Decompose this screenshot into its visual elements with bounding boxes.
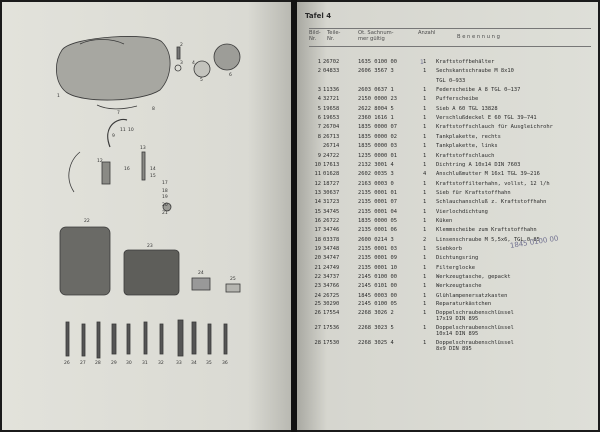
row-bild: 18	[314, 236, 321, 243]
header-teile: Teile- Nr.	[327, 30, 341, 42]
row-anzahl: 1	[423, 124, 427, 131]
row-anzahl: 1	[423, 292, 427, 299]
part-label: 17	[162, 181, 168, 186]
row-teile: 34746	[323, 227, 340, 234]
row-bild: 26	[314, 309, 321, 316]
part-label: 3	[180, 61, 183, 66]
row-benennung: 8x9 DIN 895	[436, 345, 472, 352]
row-anzahl: 1	[423, 143, 427, 150]
row-sachnummer: 2163 0003 0	[358, 180, 394, 187]
row-teile: 01628	[323, 171, 340, 178]
row-teile: 26722	[323, 217, 340, 224]
part-label: 32	[158, 361, 164, 366]
part-label: 6	[229, 73, 232, 78]
row-anzahl: 1	[423, 199, 427, 206]
row-anzahl: 1	[423, 255, 427, 262]
part-label: 36	[222, 361, 228, 366]
row-bild: 11	[314, 171, 321, 178]
row-benennung: Filterglocke	[436, 264, 475, 271]
row-sachnummer: 2135 0001 04	[358, 208, 397, 215]
header-anzahl: Anzahl	[418, 30, 436, 36]
bulb-box-drawing	[192, 278, 210, 290]
part-label: 26	[64, 361, 70, 366]
row-teile: 26713	[323, 133, 340, 140]
row-sachnummer: 1845 0003 00	[358, 292, 397, 299]
header-sachnummer: Ot. Sachnum- mer gültig	[358, 30, 394, 42]
row-teile: 24749	[323, 264, 340, 271]
row-bild: 4	[317, 96, 321, 103]
row-sachnummer: 2145 0101 00	[358, 283, 397, 290]
row-anzahl: 1	[423, 68, 427, 75]
row-anzahl: 1	[423, 246, 427, 252]
row-benennung: Reparaturkästchen	[436, 301, 492, 308]
part-label: 18	[162, 189, 168, 194]
row-sachnummer: 2135 0001 03	[358, 246, 397, 252]
row-bild: 27	[314, 324, 321, 331]
row-anzahl: 1	[423, 133, 427, 140]
row-bild: 22	[314, 274, 321, 281]
row-benennung: 10x14 DIN 895	[436, 330, 479, 337]
part-label: 8	[152, 107, 155, 112]
row-anzahl: 1	[423, 87, 427, 94]
row-anzahl: 1	[423, 217, 427, 224]
tank-cap-drawing	[214, 44, 240, 70]
row-anzahl: 1	[423, 152, 427, 159]
row-sachnummer: 1835 0000 02	[358, 133, 397, 140]
row-sachnummer: 2132 3001 4	[358, 161, 394, 168]
row-benennung: Dichtring A 10x14 DIN 7603	[436, 161, 521, 168]
handwritten-mark: 1	[420, 59, 424, 66]
header-rule-top	[309, 28, 591, 29]
part-label: 31	[142, 361, 148, 366]
row-bild: 25	[314, 301, 321, 308]
row-bild: 10	[314, 161, 321, 168]
bolt-drawing	[177, 47, 180, 59]
part-label: 24	[198, 271, 204, 276]
row-bild: 8	[317, 133, 321, 140]
row-teile: 34745	[323, 208, 340, 215]
part-label: 34	[191, 361, 197, 366]
row-teile: 26714	[323, 143, 340, 150]
fuel-tank-drawing	[56, 36, 170, 100]
row-bild: 15	[314, 208, 321, 215]
row-benennung: Tankplakette, rechts	[436, 133, 501, 140]
row-benennung: Kraftstoffschlauch für Ausgleichrohr	[436, 124, 553, 131]
row-anzahl: 1	[423, 283, 427, 290]
row-bild: 16	[314, 217, 321, 224]
part-label: 4	[192, 61, 195, 66]
fuel-tap-drawing	[102, 162, 110, 184]
row-teile: 30290	[323, 301, 340, 308]
row-sachnummer: 2135 0001 01	[358, 189, 397, 196]
row-teile: 34748	[323, 246, 340, 252]
row-bild: 5	[317, 105, 321, 112]
row-bild: 7	[317, 124, 321, 131]
row-anzahl: 1	[423, 301, 427, 308]
part-label: 7	[117, 111, 120, 116]
row-benennung: Dichtungsring	[436, 255, 479, 262]
row-anzahl: 1	[423, 96, 427, 103]
part-label: 27	[80, 361, 86, 366]
row-sachnummer: 2360 1616 1	[358, 115, 394, 122]
row-sachnummer: 2135 0001 07	[358, 199, 397, 206]
part-label: 14	[150, 167, 156, 172]
sieve-drawing	[194, 61, 210, 77]
row-teile: 30637	[323, 189, 340, 196]
row-benennung: Pufferscheibe	[436, 96, 479, 103]
part-label: 21	[162, 211, 168, 216]
part-label: 22	[84, 219, 90, 224]
part-label: 9	[112, 134, 115, 139]
row-sachnummer: 2602 0035 3	[358, 171, 394, 178]
row-anzahl: 1	[423, 115, 427, 122]
row-sachnummer: 2606 3567 3	[358, 68, 394, 75]
row-anzahl: 1	[423, 105, 427, 112]
part-label: 35	[206, 361, 212, 366]
row-teile: 17536	[323, 324, 340, 331]
row-benennung: Doppelschraubenschlüssel	[436, 324, 514, 331]
row-benennung: Siebkorb	[436, 246, 462, 252]
row-anzahl: 1	[423, 309, 427, 316]
row-sachnummer: 2600 0214 3	[358, 236, 394, 243]
row-benennung: Vierlochdichtung	[436, 208, 488, 215]
row-anzahl: 1	[423, 189, 427, 196]
row-teile: 04833	[323, 68, 340, 75]
row-anzahl: 1	[423, 227, 427, 234]
row-benennung: Federscheibe A 8 TGL 0–137	[436, 87, 521, 94]
row-benennung: Sechskantschraube M 8x10	[436, 68, 514, 75]
tap-lever-drawing	[142, 152, 145, 180]
row-bild: 17	[314, 227, 321, 234]
row-sachnummer: 2135 0001 06	[358, 227, 397, 234]
header-rule-bottom	[309, 46, 591, 47]
left-page-illustration	[2, 2, 291, 430]
row-sachnummer: 2150 0000 23	[358, 96, 397, 103]
row-teile: 26704	[323, 124, 340, 131]
row-sachnummer: 2268 3023 5	[358, 324, 394, 331]
row-bild: 2	[317, 68, 321, 75]
header-benennung: B e n e n n u n g	[457, 34, 500, 40]
row-bild: 12	[314, 180, 321, 187]
row-sachnummer: 1835 0000 07	[358, 124, 397, 131]
row-teile: 03378	[323, 236, 340, 243]
row-bild: 3	[317, 87, 321, 94]
row-benennung: Doppelschraubenschlüssel	[436, 339, 514, 346]
row-teile: 18727	[323, 180, 340, 187]
row-teile: 19653	[323, 115, 340, 122]
row-sachnummer: 2603 0637 1	[358, 87, 394, 94]
row-benennung: Linsenschraube M 5,5x6, TGL 0–85	[436, 236, 540, 243]
row-benennung: Kraftstoffilterhahn, vollst, 12 l/h	[436, 180, 550, 187]
row-sachnummer: 2268 3025 4	[358, 339, 394, 346]
row-anzahl: 2	[423, 236, 427, 243]
part-label: 1	[57, 94, 60, 99]
part-label: 23	[147, 244, 153, 249]
row-benennung: Sieb A 60 TGL 13828	[436, 105, 498, 112]
row-teile: 19658	[323, 105, 340, 112]
row-bild: 23	[314, 283, 321, 290]
row-benennung: Kraftstoffschlauch	[436, 152, 495, 159]
row-bild: 24	[314, 292, 321, 299]
part-label: 33	[176, 361, 182, 366]
row-anzahl: 4	[423, 171, 427, 178]
row-teile: 34766	[323, 283, 340, 290]
row-benennung: Werkzeugtasche	[436, 283, 482, 290]
tools-row-drawing	[66, 320, 227, 358]
row-anzahl: 1	[423, 324, 427, 331]
row-bild: 21	[314, 264, 321, 271]
row-benennung: Glühlampenersatzkasten	[436, 292, 508, 299]
plate-title: Tafel 4	[305, 12, 332, 20]
row-sachnummer: 1635 0100 00	[358, 59, 397, 65]
row-anzahl: 1	[423, 274, 427, 281]
row-teile: 31723	[323, 199, 340, 206]
row-sachnummer: 2135 0001 10	[358, 264, 397, 271]
hose-arc-drawing	[69, 152, 80, 192]
row-teile: 24722	[323, 152, 340, 159]
row-benennung: Schlauchanschluß z. Kraftstoffhahn	[436, 199, 547, 206]
right-page-parts-list	[297, 2, 598, 430]
row-benennung: Tankplakette, links	[436, 143, 498, 150]
exploded-parts-drawing	[2, 2, 291, 430]
row-anzahl: 1	[423, 339, 427, 346]
row-sachnummer: 2135 0001 09	[358, 255, 397, 262]
row-bild: 14	[314, 199, 321, 206]
row-benennung: Klemmscheibe zum Kraftstoffhahn	[436, 227, 537, 234]
row-anzahl: 1	[423, 208, 427, 215]
tool-bag-packed-drawing	[60, 227, 110, 295]
row-teile: 34747	[323, 255, 340, 262]
repair-box-drawing	[226, 284, 240, 292]
row-bild: 19	[314, 246, 321, 252]
row-bild: 6	[317, 115, 321, 122]
row-sachnummer: 1235 0000 01	[358, 152, 397, 159]
row-teile: 17554	[323, 309, 340, 316]
row-anzahl: 1	[423, 59, 427, 65]
row-sachnummer: 1835 0000 03	[358, 143, 397, 150]
row-benennung: Kraftstoffbehälter	[436, 59, 495, 65]
row-sachnummer: 2268 3026 2	[358, 309, 394, 316]
row-teile: 11336	[323, 87, 340, 94]
handwritten-note: 1845 0100 00	[509, 234, 560, 250]
part-label: 30	[126, 361, 132, 366]
part-label: 25	[230, 277, 236, 282]
row-benennung: Küken	[436, 217, 453, 224]
row-benennung: Verschlußdeckel E 60 TGL 39–741	[436, 115, 537, 122]
part-label: 16	[124, 167, 130, 172]
part-label: 11	[120, 128, 126, 133]
part-label: 15	[150, 174, 156, 179]
row-teile: 17613	[323, 161, 340, 168]
fuel-hose-drawing	[108, 119, 127, 147]
part-label: 20	[162, 203, 168, 208]
row-benennung: TGL 0–933	[436, 77, 466, 84]
row-teile: 26725	[323, 292, 340, 299]
part-label: 12	[97, 159, 103, 164]
row-teile: 34737	[323, 274, 340, 281]
row-bild: 28	[314, 339, 321, 346]
balance-hose-drawing	[97, 105, 137, 109]
part-label: 19	[162, 195, 168, 200]
header-bild: Bild- Nr.	[309, 30, 321, 42]
row-teile: 17530	[323, 339, 340, 346]
part-label: 13	[140, 146, 146, 151]
tool-bag-drawing	[124, 250, 179, 295]
row-teile: 32721	[323, 96, 340, 103]
row-anzahl: 1	[423, 264, 427, 271]
row-benennung: Doppelschraubenschlüssel	[436, 309, 514, 316]
part-label: 28	[95, 361, 101, 366]
row-bild: 13	[314, 189, 321, 196]
row-bild: 20	[314, 255, 321, 262]
row-sachnummer: 1835 0000 05	[358, 217, 397, 224]
row-benennung: 17x19 DIN 895	[436, 316, 479, 323]
row-benennung: Anschlußmutter M 16x1 TGL 39–216	[436, 171, 540, 178]
part-label: 29	[111, 361, 117, 366]
row-anzahl: 1	[423, 161, 427, 168]
row-sachnummer: 2145 0100 00	[358, 274, 397, 281]
row-sachnummer: 2622 8004 5	[358, 105, 394, 112]
row-benennung: Werkzeugtasche, gepackt	[436, 274, 511, 281]
row-sachnummer: 2145 0100 05	[358, 301, 397, 308]
row-teile: 26702	[323, 59, 340, 65]
row-anzahl: 1	[423, 180, 427, 187]
part-label: 2	[180, 43, 183, 48]
row-bild: 1	[317, 59, 321, 65]
row-benennung: Sieb für Kraftstoffhahn	[436, 189, 511, 196]
part-label: 5	[200, 78, 203, 83]
part-label: 10	[128, 128, 134, 133]
row-bild: 9	[317, 152, 321, 159]
